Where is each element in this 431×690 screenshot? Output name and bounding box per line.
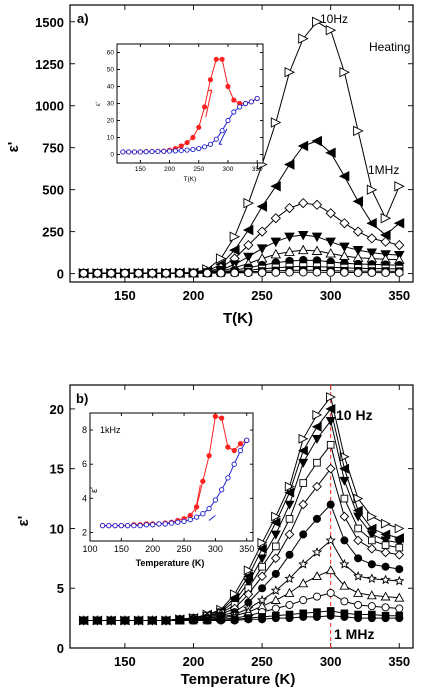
data-point — [80, 617, 87, 624]
panel-a-inset-x-label: T(K) — [183, 176, 197, 183]
data-point — [107, 269, 115, 277]
data-point — [395, 182, 404, 191]
data-point — [326, 209, 335, 218]
data-point — [176, 520, 180, 524]
data-point — [156, 149, 160, 153]
data-point — [213, 498, 217, 502]
data-point — [214, 57, 218, 61]
x-tick-label: 250 — [193, 166, 205, 173]
data-point — [144, 150, 148, 154]
y-tick-label: 1250 — [35, 56, 64, 72]
data-point — [214, 137, 218, 141]
y-tick-label: 500 — [42, 182, 64, 198]
data-point — [326, 26, 335, 35]
y-tick-label: 30 — [106, 100, 114, 108]
data-point — [395, 577, 403, 585]
data-point — [150, 149, 154, 153]
panel-b-label: b) — [76, 391, 89, 406]
data-point — [231, 617, 238, 624]
data-point — [135, 269, 143, 277]
data-point — [367, 219, 376, 228]
data-point — [207, 506, 211, 510]
panel-b-inset — [82, 413, 254, 568]
x-tick-label: 200 — [145, 544, 161, 554]
data-point — [285, 530, 293, 538]
data-point — [132, 523, 136, 527]
data-point — [313, 200, 322, 209]
data-point — [299, 435, 307, 443]
data-point — [327, 441, 334, 448]
data-point — [127, 150, 131, 154]
data-point — [245, 269, 253, 277]
x-tick-label: 250 — [251, 288, 273, 303]
data-point — [367, 234, 376, 243]
data-point — [285, 68, 294, 77]
data-point — [144, 523, 148, 527]
series-line — [84, 250, 400, 273]
data-point — [382, 269, 390, 277]
data-point — [299, 142, 308, 151]
x-tick-label: 300 — [207, 544, 223, 554]
data-point — [396, 615, 403, 622]
data-point — [162, 149, 166, 153]
data-point — [179, 148, 183, 152]
data-point — [258, 269, 266, 277]
data-point — [182, 519, 186, 523]
data-point — [368, 603, 375, 610]
data-point — [157, 522, 161, 526]
data-point — [232, 110, 236, 114]
y-tick-label: 6 — [81, 459, 87, 470]
data-point — [272, 605, 279, 612]
panel-b-x-axis-label: Temperature (K) — [180, 671, 296, 688]
y-tick-label: 60 — [106, 49, 114, 57]
panel-a-y-axis-label: ε' — [5, 141, 22, 153]
data-point — [208, 78, 212, 82]
data-point — [108, 617, 115, 624]
data-point — [135, 617, 142, 624]
annotation-10-hz: 10 Hz — [336, 407, 373, 423]
data-point — [285, 589, 293, 597]
data-point — [396, 605, 403, 612]
data-point — [232, 98, 236, 102]
data-point — [231, 269, 239, 277]
data-point — [299, 199, 308, 208]
data-point — [327, 589, 334, 596]
x-tick-label: 200 — [164, 166, 175, 173]
data-point — [238, 105, 242, 109]
panel-a — [5, 5, 413, 327]
data-point — [313, 233, 322, 241]
data-point — [368, 615, 375, 622]
data-point — [259, 585, 266, 592]
data-point — [354, 197, 363, 206]
data-point — [355, 601, 362, 608]
data-point — [138, 523, 142, 527]
annotation-1mhz: 1MHz — [368, 163, 400, 177]
data-point — [201, 479, 205, 483]
data-point — [396, 566, 403, 573]
data-point — [217, 617, 224, 624]
data-point — [341, 613, 348, 620]
data-point — [327, 501, 334, 508]
panel-b-inset-x-label: Temperature (K) — [135, 558, 205, 568]
panel-b-y-axis-label: ε' — [15, 515, 32, 527]
data-point — [203, 269, 211, 277]
data-point — [173, 149, 177, 153]
data-point — [355, 555, 362, 562]
data-point — [299, 500, 307, 508]
data-point — [341, 537, 348, 544]
y-tick-label: 1500 — [35, 14, 64, 30]
data-point — [188, 517, 192, 521]
data-point — [368, 269, 376, 277]
data-point — [255, 96, 259, 100]
data-point — [80, 269, 88, 277]
y-tick-label: 0 — [110, 151, 114, 159]
data-point — [354, 126, 363, 135]
data-point — [201, 511, 205, 515]
data-point — [368, 575, 376, 583]
data-point — [258, 202, 267, 211]
data-point — [238, 448, 242, 452]
data-point — [232, 448, 236, 452]
data-point — [326, 238, 335, 246]
panel-a-x-axis-label: T(K) — [223, 310, 253, 327]
data-point — [354, 227, 363, 236]
series-line — [84, 570, 400, 620]
data-point — [132, 150, 136, 154]
y-tick-label: 2 — [81, 527, 87, 538]
data-point — [230, 232, 239, 241]
data-point — [148, 269, 156, 277]
data-point — [327, 465, 335, 473]
data-point — [185, 140, 189, 144]
x-tick-label: 250 — [176, 544, 192, 554]
data-point — [286, 551, 293, 558]
series-line — [84, 272, 400, 273]
data-point — [176, 617, 183, 624]
y-tick-label: 15 — [49, 461, 64, 477]
x-tick-label: 200 — [182, 288, 205, 303]
y-tick-label: 8 — [81, 425, 87, 436]
panel-b — [15, 385, 413, 688]
data-point — [272, 269, 280, 277]
data-point — [113, 523, 117, 527]
data-point — [354, 536, 362, 544]
data-point — [204, 617, 211, 624]
data-point — [167, 149, 171, 153]
panel-a-label: a) — [77, 11, 89, 26]
data-point — [354, 589, 362, 597]
data-point — [213, 414, 217, 418]
data-point — [314, 459, 321, 466]
data-point — [149, 617, 156, 624]
data-point — [368, 545, 376, 553]
data-point — [207, 453, 211, 457]
data-point — [232, 462, 236, 466]
data-point — [244, 226, 253, 235]
x-tick-label: 350 — [388, 654, 411, 669]
data-point — [271, 238, 280, 246]
x-tick-label: 300 — [319, 288, 342, 303]
data-point — [395, 551, 403, 559]
data-point — [313, 435, 321, 443]
data-point — [202, 145, 206, 149]
data-point — [286, 268, 294, 276]
x-tick-label: 150 — [134, 166, 146, 173]
data-point — [217, 269, 225, 277]
data-point — [220, 129, 224, 133]
data-point — [258, 245, 267, 253]
data-point — [119, 523, 123, 527]
data-point — [286, 601, 293, 608]
y-tick-label: 750 — [42, 140, 64, 156]
panel-a-inset — [95, 44, 263, 183]
data-point — [163, 522, 167, 526]
annotation-heating: Heating — [369, 40, 411, 54]
data-point — [259, 563, 266, 570]
data-point — [300, 531, 307, 538]
x-tick-label: 350 — [251, 166, 263, 173]
data-point — [220, 57, 224, 61]
data-point — [341, 269, 349, 277]
panel-a-inset-y-label: ε' — [95, 101, 102, 107]
data-point — [286, 615, 293, 622]
data-point — [313, 613, 320, 620]
y-tick-label: 20 — [49, 401, 64, 417]
data-point — [299, 268, 307, 276]
data-point — [285, 233, 294, 241]
data-point — [382, 576, 390, 584]
data-point — [226, 445, 230, 449]
data-point — [271, 182, 280, 191]
data-point — [355, 525, 362, 532]
data-point — [395, 524, 403, 532]
data-point — [191, 135, 195, 139]
data-point — [313, 137, 322, 146]
data-point — [219, 416, 223, 420]
data-point — [121, 269, 129, 277]
data-point — [176, 269, 184, 277]
x-tick-label: 300 — [319, 654, 342, 669]
data-point — [226, 476, 230, 480]
data-point — [162, 617, 169, 624]
data-point — [300, 597, 307, 604]
y-tick-label: 4 — [81, 493, 87, 504]
data-point — [354, 269, 362, 277]
data-point — [285, 501, 293, 509]
x-tick-label: 100 — [82, 544, 98, 554]
data-point — [355, 615, 362, 622]
data-point — [258, 572, 266, 580]
x-tick-label: 200 — [182, 654, 205, 669]
data-point — [313, 482, 321, 490]
data-point — [194, 515, 198, 519]
data-point — [272, 543, 279, 550]
data-point — [381, 548, 389, 556]
data-point — [340, 512, 348, 520]
data-point — [219, 488, 223, 492]
data-point — [249, 100, 253, 104]
data-point — [190, 617, 197, 624]
data-point — [272, 615, 279, 622]
data-point — [381, 214, 390, 223]
data-point — [313, 593, 320, 600]
data-point — [202, 105, 206, 109]
x-tick-label: 250 — [251, 654, 273, 669]
data-point — [226, 118, 230, 122]
data-point — [100, 523, 104, 527]
data-point — [300, 613, 307, 620]
data-point — [327, 405, 335, 413]
y-tick-label: 0 — [56, 266, 64, 282]
data-point — [272, 596, 280, 604]
data-point — [286, 516, 293, 523]
data-point — [300, 480, 307, 487]
data-point — [272, 570, 279, 577]
data-point — [299, 246, 308, 254]
data-point — [138, 150, 142, 154]
data-point — [313, 423, 321, 431]
data-point — [94, 269, 102, 277]
data-point — [368, 537, 375, 544]
data-point — [150, 523, 154, 527]
data-point — [313, 515, 320, 522]
data-point — [341, 598, 348, 605]
x-tick-label: 300 — [222, 166, 234, 173]
data-point — [382, 542, 389, 549]
data-point — [299, 459, 307, 467]
y-tick-label: 5 — [56, 581, 64, 597]
data-point — [313, 411, 321, 419]
y-tick-label: 250 — [42, 224, 64, 240]
data-point — [243, 101, 247, 105]
data-point — [381, 520, 389, 528]
x-tick-label: 150 — [113, 544, 129, 554]
data-point — [125, 523, 129, 527]
data-point — [368, 561, 375, 568]
data-point — [190, 269, 198, 277]
data-point — [208, 142, 212, 146]
data-point — [299, 579, 307, 587]
series-line — [84, 203, 400, 273]
data-point — [259, 616, 266, 623]
data-point — [341, 495, 348, 502]
data-point — [188, 513, 192, 517]
y-tick-label: 20 — [106, 117, 114, 125]
x-tick-label: 350 — [239, 544, 255, 554]
data-point — [340, 68, 349, 77]
panel-b-inset-title: 1kHz — [100, 425, 121, 435]
data-point — [285, 204, 294, 213]
y-tick-label: 50 — [106, 66, 114, 74]
annotation-1-mhz: 1 MHz — [334, 626, 375, 642]
data-point — [121, 617, 128, 624]
data-point — [382, 604, 389, 611]
data-point — [191, 147, 195, 151]
data-point — [185, 148, 189, 152]
data-point — [107, 523, 111, 527]
data-point — [162, 269, 170, 277]
data-point — [94, 617, 101, 624]
y-tick-label: 10 — [106, 134, 114, 142]
x-tick-label: 350 — [388, 288, 411, 303]
y-tick-label: 1000 — [35, 98, 64, 114]
data-point — [169, 521, 173, 525]
data-point — [382, 615, 389, 622]
data-point — [395, 241, 404, 250]
data-point — [382, 563, 389, 570]
data-point — [272, 531, 280, 539]
data-point — [258, 555, 266, 563]
data-point — [327, 269, 335, 277]
data-point — [271, 118, 280, 127]
data-point — [121, 150, 125, 154]
data-point — [272, 554, 280, 562]
data-point — [327, 566, 335, 574]
series-line — [84, 611, 400, 621]
data-point — [396, 544, 403, 551]
y-tick-label: 10 — [49, 521, 64, 537]
data-point — [245, 616, 252, 623]
data-point — [340, 477, 348, 485]
data-point — [197, 125, 201, 129]
y-tick-label: 0 — [56, 641, 64, 656]
y-tick-label: 40 — [106, 83, 114, 91]
data-point — [313, 572, 321, 580]
data-point — [340, 172, 349, 181]
data-point — [367, 185, 376, 194]
data-point — [179, 144, 183, 148]
panel-b-inset-y-label: ε' — [89, 487, 99, 493]
data-point — [285, 160, 294, 169]
data-point — [340, 219, 349, 228]
data-point — [238, 442, 242, 446]
x-tick-label: 150 — [114, 288, 136, 303]
data-point — [327, 612, 334, 619]
data-point — [395, 269, 403, 277]
data-point — [226, 84, 230, 88]
data-point — [245, 438, 249, 442]
data-point — [197, 146, 201, 150]
data-point — [313, 268, 321, 276]
annotation-10hz: 10Hz — [320, 12, 349, 26]
x-tick-label: 150 — [114, 654, 136, 669]
data-point — [368, 512, 376, 520]
data-point — [244, 199, 253, 208]
